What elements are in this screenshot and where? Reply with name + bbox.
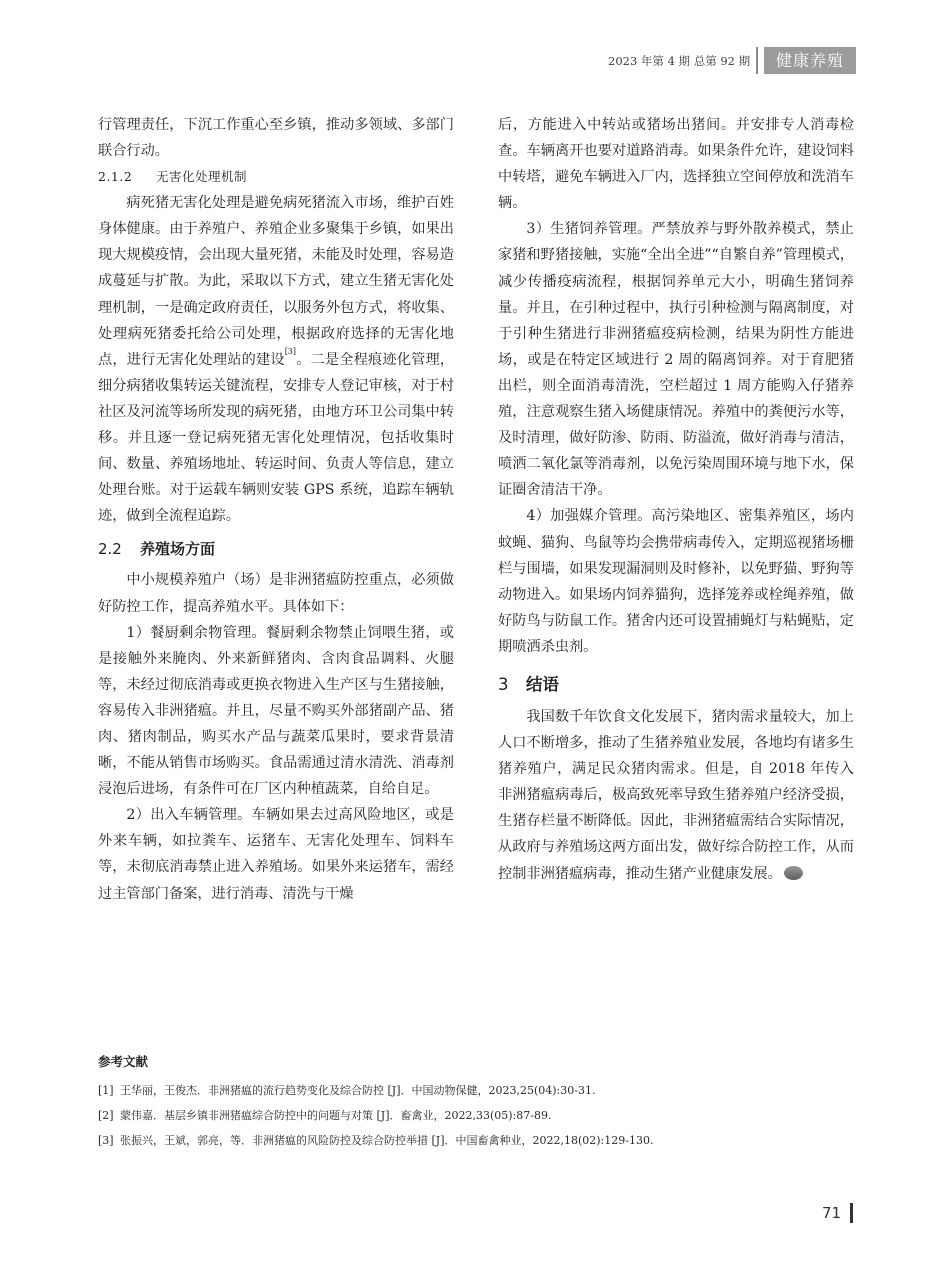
paragraph-text: 。二是全程痕迹化管理，细分病猪收集转运关键流程，安排专人登记审核，对于村社区及河流等场所发现的病死猪，由地方环卫公司集中转移。并且逐一登记病死猪无害化处理情况，包括收集时间、数量、养殖场地址、转运时间、负责人等信息，建立处理台账。对于运载车辆则安装 GPS 系统，追踪车辆轨迹，做到全流程追踪。 [98, 351, 454, 525]
reference-item [98, 1078, 858, 1103]
paragraph-text: 我国数千年饮食文化发展下，猪肉需求量较大，加上人口不断增多，推动了生猪养殖业发展，各地均有诸多生猪养殖户，满足民众猪肉需求。但是，自 2018 年传入非洲猪瘟病毒后，极高致死率导致生猪养殖户经济受损，生猪存栏量不断降低。因此，非洲猪瘟需结合实际情况，从政府与养殖场这两方面出发，做好综合防控工作，从而控制非洲猪瘟病毒，推动生猪产业健康发展。 [498, 708, 854, 882]
paragraph-conclusion [498, 704, 854, 887]
journal-name-badge: 健康养殖 [764, 47, 856, 74]
reference-number: [2] [98, 1109, 114, 1122]
reference-number: [3] [98, 1134, 114, 1147]
section-title: 结语 [526, 674, 559, 694]
section-title: 无害化处理机制 [156, 169, 248, 185]
paragraph-vehicle-management: 2）出入车辆管理。车辆如果去过高风险地区，或是外来车辆，如拉粪车、运猪车、无害化处理车、饲料车等，未彻底消毒禁止进入养殖场。如果外来运猪车，需经过主管部门备案，进行消毒、清洗与干燥 [98, 807, 454, 902]
paragraph-text: 病死猪无害化处理是避免病死猪流入市场，维护百姓身体健康。由于养殖户、养殖企业多聚集于乡镇，如果出现大规模疫情，会出现大量死猪，未能及时处理，容易造成蔓延与扩散。为此，采取以下方式，建立生猪无害化处理机制，一是确定政府责任，以服务外包方式，将收集、处理病死猪委托给公司处理，根据政府选择的无害化地点，进行无害化处理站的建设 [98, 195, 454, 368]
right-column [498, 112, 854, 887]
issue-info: 2023 年第 4 期 总第 92 期 [608, 54, 751, 68]
paragraph-kitchen-waste: 1）餐厨剩余物管理。餐厨剩余物禁止饲喂生猪，或是接触外来腌肉、外来新鲜猪肉、含肉食品调料、火腿等，未经过彻底消毒或更换衣物进入生产区与生猪接触，容易传入非洲猪瘟。并且，尽量不购买外部猪副产品、猪肉、猪肉制品，购买水产品与蔬菜瓜果时，要求背景清晰，不能从销售市场购买。食品需通过清水清洗、消毒剂浸泡后进场，有条件可在厂区内种植蔬菜，自给自足。 [98, 624, 454, 798]
paragraph-continued: 行管理责任，下沉工作重心至乡镇，推动多领域、多部门联合行动。 [98, 117, 454, 160]
references-title: 参考文献 [98, 1054, 149, 1069]
section-title: 养殖场方面 [140, 540, 216, 559]
subsection-heading-2-1-2 [98, 164, 454, 190]
reference-number: [1] [98, 1084, 114, 1097]
header-divider [756, 47, 758, 74]
page-number-bar [850, 1203, 853, 1223]
references [98, 1052, 858, 1153]
page-number: 71 [822, 1204, 842, 1222]
reference-text: 张振兴，王斌，郭亮，等．非洲猪瘟的风险防控及综合防控举措 [J]．中国畜禽种业，2022,18(02):129-130. [120, 1134, 654, 1147]
section-number: 3 [498, 674, 509, 694]
end-of-article-icon [784, 866, 803, 880]
reference-item [98, 1128, 858, 1153]
reference-text: 王华丽，王俊杰．非洲猪瘟的流行趋势变化及综合防控 [J]．中国动物保健，2023,25(04):30-31. [120, 1084, 596, 1097]
citation-3[interactable]: [3] [284, 346, 297, 356]
section-heading-3 [498, 674, 854, 696]
reference-item [98, 1103, 858, 1128]
left-column [98, 112, 454, 907]
paragraph-continued: 后，方能进入中转站或猪场出猪间。并安排专人消毒检查。车辆离开也要对道路消毒。如果条件允许，建设饲料中转塔，避免车辆进入厂内，选择独立空间停放和洗消车辆。 [498, 117, 854, 212]
section-number: 2.2 [98, 540, 122, 559]
paragraph-harmless-treatment [98, 190, 454, 529]
paragraph-farm-intro: 中小规模养殖户（场）是非洲猪瘟防控重点，必须做好防控工作，提高养殖水平。具体如下： [98, 572, 454, 615]
reference-text: 蒙伟嘉．基层乡镇非洲猪瘟综合防控中的问题与对策 [J]．畜禽业，2022,33(05):87-89. [120, 1109, 552, 1122]
section-number: 2.1.2 [98, 169, 133, 185]
section-heading-2-2 [98, 539, 454, 559]
paragraph-pig-feeding: 3）生猪饲养管理。严禁放养与野外散养模式，禁止家猪和野猪接触，实施“全出全进”“自繁自养”管理模式，减少传播疫病流程，根据饲养单元大小，明确生猪饲养量。并且，在引种过程中，执行引种检测与隔离制度，对于引种生猪进行非洲猪瘟疫病检测，结果为阴性方能进场，或是在特定区域进行 2 周的隔离饲养。对于育肥猪出栏，则全面消毒清洗，空栏超过 1 周方能购入仔猪养殖，注意观察生猪入场健康情况。养殖中的粪便污水等，及时清理，做好防渗、防雨、防溢流，做好消毒与清洁，喷洒二氧化氯等消毒剂，以免污染周围环境与地下水，保证圈舍清洁干净。 [498, 221, 854, 499]
paragraph-vector-management: 4）加强媒介管理。高污染地区、密集养殖区，场内蚊蝇、猫狗、鸟鼠等均会携带病毒传入，定期巡视猪场栅栏与围墙，如果发现漏洞则及时修补，以免野猫、野狗等动物进入。如果场内饲养猫狗，选择笼养或栓绳养殖，做好防鸟与防鼠工作。猪舍内还可设置捕蝇灯与粘蝇贴，定期喷洒杀虫剂。 [498, 508, 854, 655]
